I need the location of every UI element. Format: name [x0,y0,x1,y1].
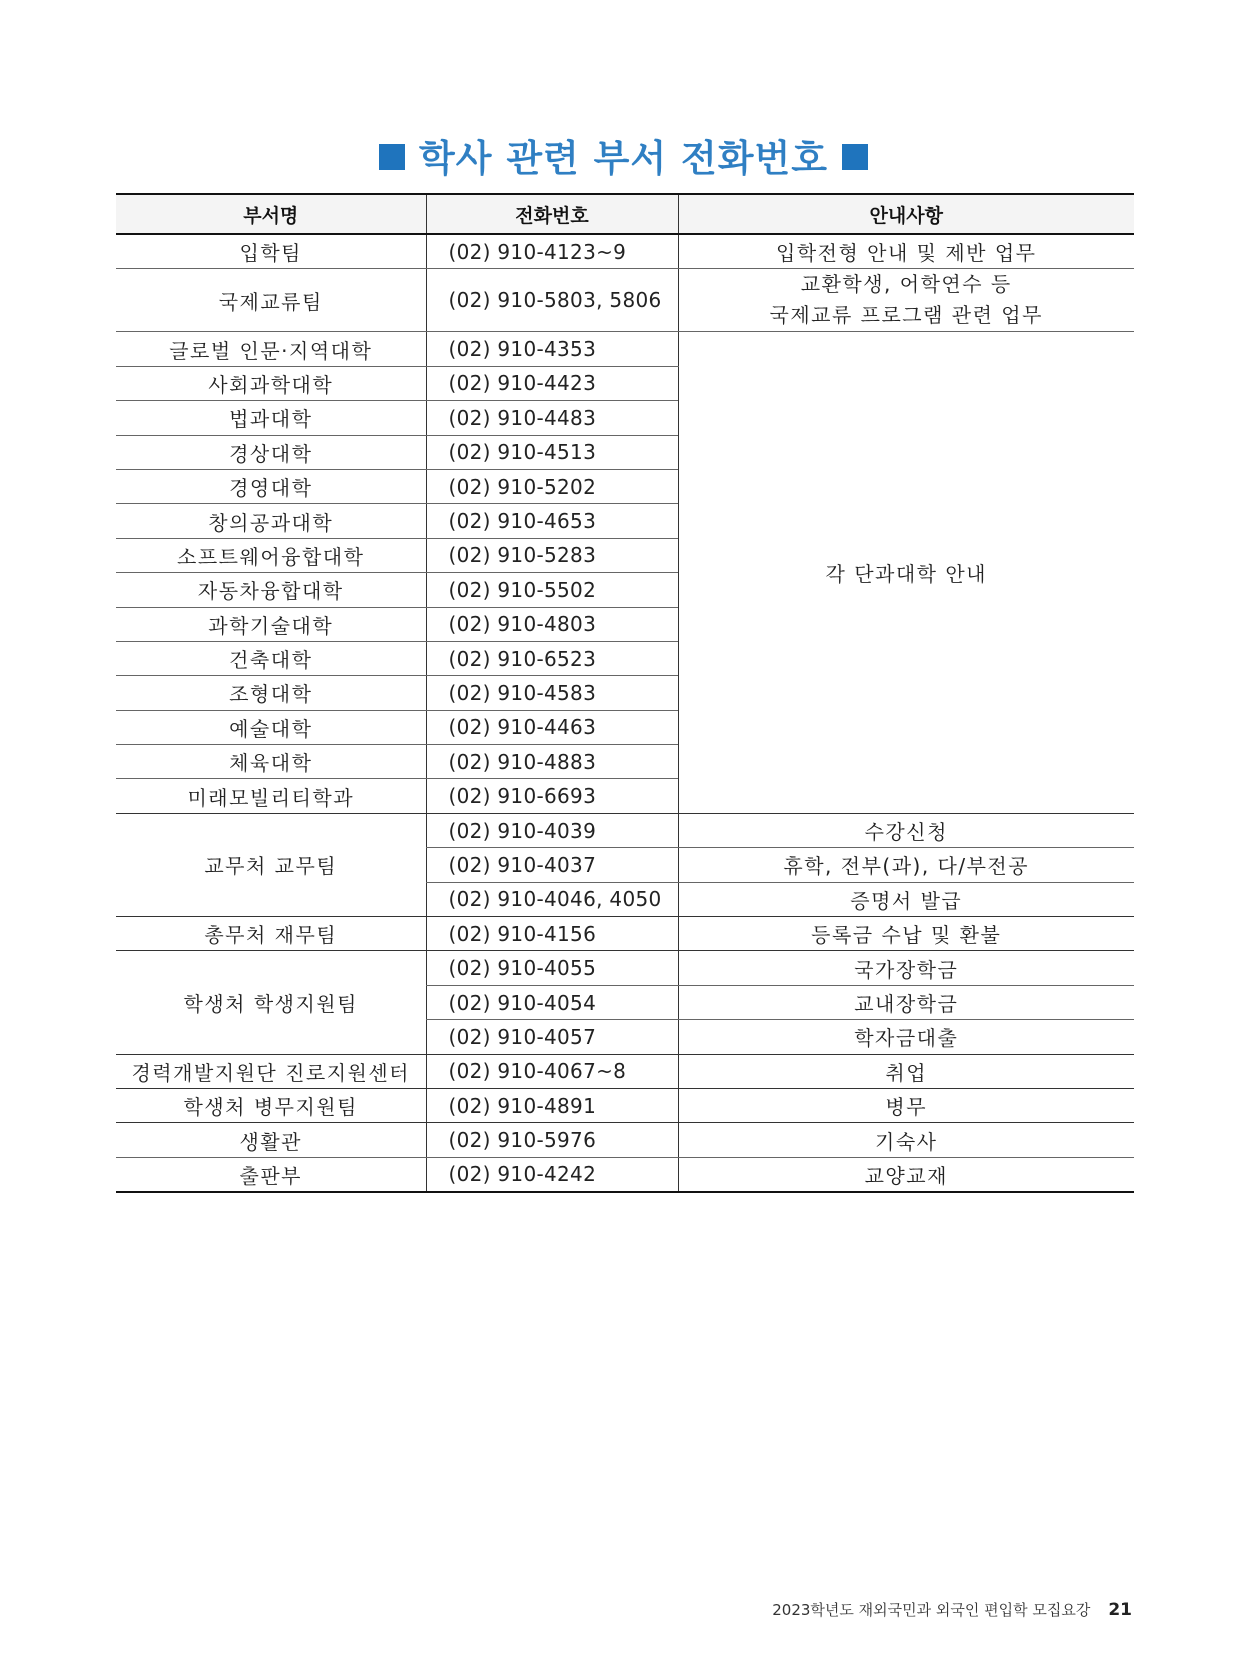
footer-text: 2023학년도 재외국민과 외국인 편입학 모집요강 [772,1601,1091,1619]
dept-cell: 경력개발지원단 진로지원센터 [116,1054,426,1088]
table-row [116,1088,1134,1122]
phone-cell: (02) 910-4037 [426,848,678,882]
note-cell: 취업 [678,1054,1134,1088]
note-cell: 증명서 발급 [678,882,1134,916]
phone-cell: (02) 910-4039 [426,813,678,847]
note-cell-colleges: 각 단과대학 안내 [678,332,1134,813]
phone-cell: (02) 910-5803, 5806 [426,269,678,332]
phone-cell: (02) 910-4353 [426,332,678,366]
dept-cell: 국제교류팀 [116,269,426,332]
square-bullet-icon [842,144,868,170]
phone-cell: (02) 910-4055 [426,951,678,985]
page-number: 21 [1108,1600,1132,1620]
dept-cell: 글로벌 인문·지역대학 [116,332,426,366]
phone-cell: (02) 910-4054 [426,985,678,1019]
note-cell [678,269,1134,332]
phone-cell: (02) 910-4463 [426,710,678,744]
phone-cell: (02) 910-4483 [426,401,678,435]
phone-cell: (02) 910-6693 [426,779,678,813]
note-line: 교환학생, 어학연수 등 [800,272,1012,297]
page-footer [772,1599,1132,1620]
header-dept: 부서명 [116,194,426,234]
dept-cell: 학생처 학생지원팀 [116,951,426,1054]
phone-cell: (02) 910-4513 [426,435,678,469]
dept-cell: 법과대학 [116,401,426,435]
phone-cell: (02) 910-4883 [426,745,678,779]
header-phone: 전화번호 [426,194,678,234]
note-cell: 수강신청 [678,813,1134,847]
phone-cell: (02) 910-4067~8 [426,1054,678,1088]
dept-cell: 학생처 병무지원팀 [116,1088,426,1122]
table-row [116,951,1134,985]
note-cell: 입학전형 안내 및 제반 업무 [678,234,1134,269]
note-cell: 병무 [678,1088,1134,1122]
phone-cell: (02) 910-4653 [426,504,678,538]
page-title-text: 학사 관련 부서 전화번호 [418,137,829,180]
table-row [116,234,1134,269]
table-row [116,1157,1134,1192]
dept-cell: 과학기술대학 [116,607,426,641]
note-cell: 교내장학금 [678,985,1134,1019]
phone-cell: (02) 910-4057 [426,1020,678,1054]
phone-cell: (02) 910-5976 [426,1123,678,1157]
dept-cell: 미래모빌리티학과 [116,779,426,813]
table-header-row [116,194,1134,234]
table-row [116,269,1134,332]
dept-cell: 소프트웨어융합대학 [116,538,426,572]
dept-cell: 조형대학 [116,676,426,710]
dept-cell: 사회과학대학 [116,366,426,400]
header-note: 안내사항 [678,194,1134,234]
dept-cell: 건축대학 [116,641,426,675]
phone-cell: (02) 910-4156 [426,917,678,951]
table-row [116,1123,1134,1157]
table-row [116,332,1134,366]
dept-cell: 경상대학 [116,435,426,469]
dept-cell: 경영대학 [116,469,426,503]
dept-cell: 자동차융합대학 [116,573,426,607]
note-cell: 교양교재 [678,1157,1134,1192]
dept-cell: 입학팀 [116,234,426,269]
table-row [116,813,1134,847]
page-title [0,128,1247,182]
dept-cell: 총무처 재무팀 [116,917,426,951]
dept-cell: 예술대학 [116,710,426,744]
table-row [116,917,1134,951]
table-row [116,1054,1134,1088]
phone-cell: (02) 910-4423 [426,366,678,400]
square-bullet-icon [379,144,405,170]
note-cell: 학자금대출 [678,1020,1134,1054]
note-cell: 휴학, 전부(과), 다/부전공 [678,848,1134,882]
phone-directory-table [116,193,1134,1193]
phone-cell: (02) 910-4803 [426,607,678,641]
phone-cell: (02) 910-4891 [426,1088,678,1122]
note-cell: 국가장학금 [678,951,1134,985]
dept-cell: 체육대학 [116,745,426,779]
phone-cell: (02) 910-4242 [426,1157,678,1192]
phone-cell: (02) 910-4046, 4050 [426,882,678,916]
note-cell: 기숙사 [678,1123,1134,1157]
phone-cell: (02) 910-6523 [426,641,678,675]
dept-cell: 창의공과대학 [116,504,426,538]
note-cell: 등록금 수납 및 환불 [678,917,1134,951]
phone-cell: (02) 910-4123~9 [426,234,678,269]
dept-cell: 출판부 [116,1157,426,1192]
dept-cell: 교무처 교무팀 [116,813,426,916]
dept-cell: 생활관 [116,1123,426,1157]
note-line: 국제교류 프로그램 관련 업무 [769,303,1043,328]
phone-cell: (02) 910-5202 [426,469,678,503]
phone-cell: (02) 910-4583 [426,676,678,710]
phone-cell: (02) 910-5283 [426,538,678,572]
phone-cell: (02) 910-5502 [426,573,678,607]
